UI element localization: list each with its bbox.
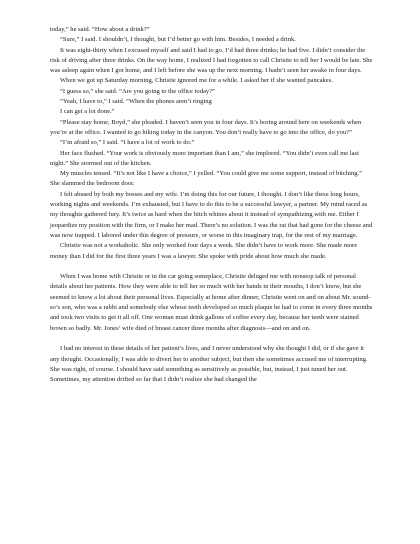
paragraph: When we got up Saturday morning, Christie ignored me for a while. I asked her if she wanted pancakes.: [60, 77, 333, 85]
body-text: [50, 25, 373, 385]
paragraph: “I guess so,” she said. “Are you going to the office today?”: [60, 87, 215, 95]
paragraph: Her face flushed. “Your work is obviously more important than I am,” she implored. “You didn’t even call me last night.” She stormed out of the kitchen.: [50, 149, 359, 167]
paragraph: My muscles tensed. “It’s not like I have a choice,” I yelled. “You could give me some support, instead of bitching.” She slammed the bedroom door.: [50, 170, 363, 188]
paragraph: It was eight-thirty when I excused myself and said I had to go. I’d had three drinks; he had five. I didn’t consider the risk of driving after three drinks. On the way home, I realized I had forgotten to call Christie to tell her I would be late. She was asleep again when I got home, and I left before she was up the next morning. I hadn’t seen her awake in four days.: [50, 46, 373, 75]
paragraph: Christie was not a workaholic. She only worked four days a week. She didn’t have to work more. She made more money than I did for the first three years I was a lawyer. She spoke with pride about how much she made.: [50, 242, 358, 260]
paragraph: I can get a lot done.”: [60, 108, 115, 116]
paragraph: “Please stay home, Boyd,” she pleaded. I haven’t seen you in four days. It’s boring around here on weekends when you’re at the office. I wanted to go hiking today in the canyon. You don’t really have to go into the office, do you?”: [50, 118, 362, 136]
paragraph: When I was home with Christie or in the car going someplace, Christie deluged me with nonstop talk of personal details about her patients. How they were able to tell her so much with her hands in their mouths, I don’t know, but she seemed to know a lot about their personal lives. Especially at home after dinner, Christie went on and on about Mr. sound-so’s son, who was a rabbi and somebody else whose teeth developed so much plaque he had to come in every three months and took two visits to get it all off. One woman must drink gallons of coffee every day, because her teeth were stained brown so badly. Mr. Jones’ wife died of breast cancer three months after diagnosis—and on and on.: [50, 273, 373, 332]
paragraph: “Sure,” I said. I shouldn’t, I thought, but I’d better go with him. Besides, I needed a drink.: [60, 36, 296, 44]
paragraph: “Yeah, I have to,” I said. “When the phones aren’t ringing: [60, 98, 212, 106]
paragraph: I had no interest in these details of her patient’s lives, and I never understood why she thought I did, or if she gave it any thought. Occasionally, I was able to divert her to another subject, but then she sometimes accused me of interrupting. She was right, of course. I should have said something as sensitively as possible, but, instead, I just tuned her out. Sometimes, my attention drifted so far that I didn’t realize she had changed the: [50, 345, 368, 384]
paragraph: today,” he said. “How about a drink?”: [50, 26, 150, 33]
paragraph: “I’m afraid so,” I said. “I have a lot of work to do.”: [60, 139, 195, 147]
paragraph: I felt abused by both my bosses and my wife. I’m doing this for our future, I thought. I don’t like these long hours, working nights and weekends. I’m exhausted, but I have to do this to be a successful lawyer, a partner. My mind raced as my thoughts gathered fury. It’s twice as hard when the bitch whines about it instead of sympathizing with me. Either I jeopardize my position with the firm, or I make her mad. There’s no solution. I was the rat that had gone for the cheese and was now trapped. I labored under this degree of pressure, or worse in this imaginary trap, for the rest of my marriage.: [50, 190, 373, 239]
